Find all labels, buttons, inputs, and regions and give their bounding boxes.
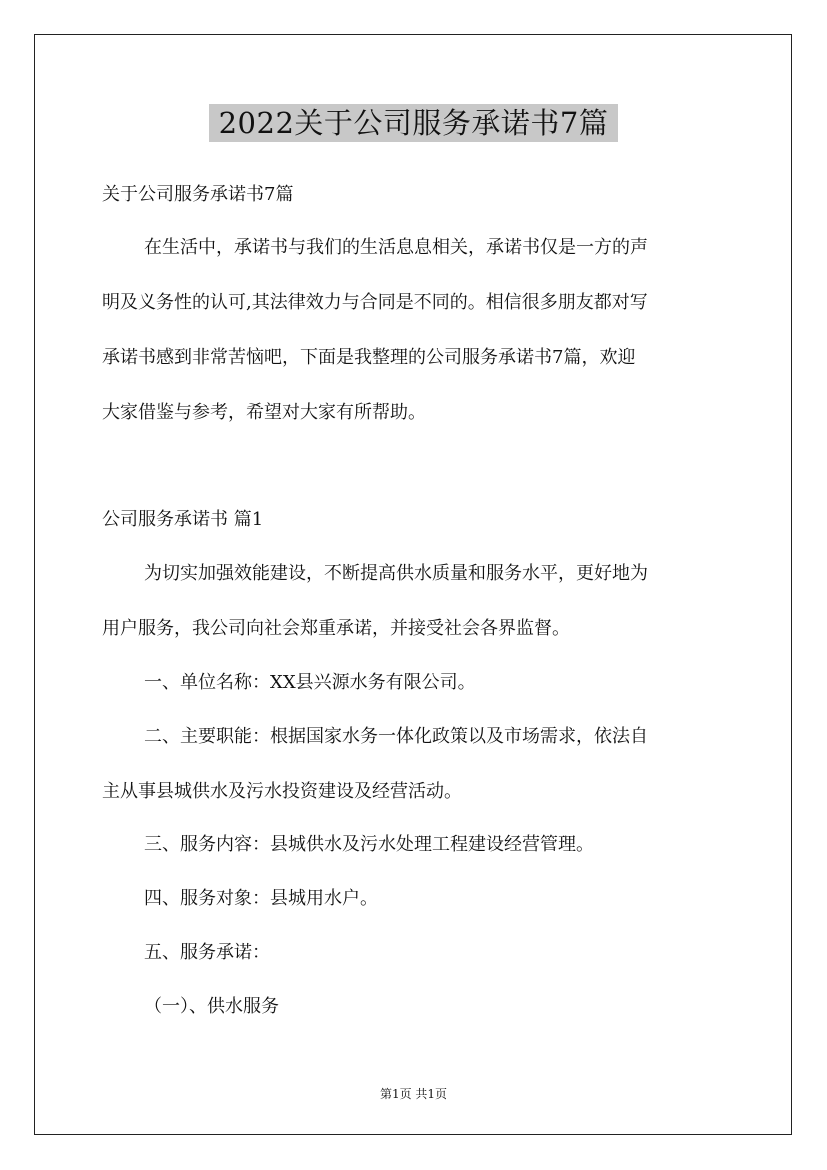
section-heading: 公司服务承诺书 篇1	[102, 509, 264, 530]
item-main-functions-line-2: 主从事县城供水及污水投资建设及经营活动。	[102, 781, 462, 802]
sub-item-water-supply: （一）、供水服务	[144, 996, 279, 1017]
item-main-functions-line-1: 二、主要职能：根据国家水务一体化政策以及市场需求，依法自	[144, 726, 648, 747]
intro-line-3: 承诺书感到非常苦恼吧，下面是我整理的公司服务承诺书7篇，欢迎	[102, 347, 636, 368]
section-intro-line-2: 用户服务，我公司向社会郑重承诺，并接受社会各界监督。	[102, 618, 570, 639]
page-footer: 第1页 共1页	[379, 1087, 448, 1101]
intro-line-2: 明及义务性的认可,其法律效力与合同是不同的。相信很多朋友都对写	[102, 292, 648, 313]
document-subtitle: 关于公司服务承诺书7篇	[102, 184, 294, 205]
intro-line-4: 大家借鉴与参考，希望对大家有所帮助。	[102, 402, 426, 423]
intro-paragraph	[102, 237, 724, 424]
section-intro-line-1: 为切实加强效能建设，不断提高供水质量和服务水平，更好地为	[144, 563, 648, 584]
item-service-commitment: 五、服务承诺：	[144, 942, 270, 963]
item-service-content: 三、服务内容：县城供水及污水处理工程建设经营管理。	[144, 834, 594, 855]
document-title: 2022关于公司服务承诺书7篇	[209, 104, 618, 142]
intro-line-1: 在生活中，承诺书与我们的生活息息相关，承诺书仅是一方的声	[144, 237, 648, 258]
item-main-functions	[102, 726, 724, 803]
item-unit-name: 一、单位名称：XX县兴源水务有限公司。	[144, 672, 476, 693]
item-service-target: 四、服务对象：县城用水户。	[144, 888, 378, 909]
section-intro-paragraph	[102, 563, 724, 640]
